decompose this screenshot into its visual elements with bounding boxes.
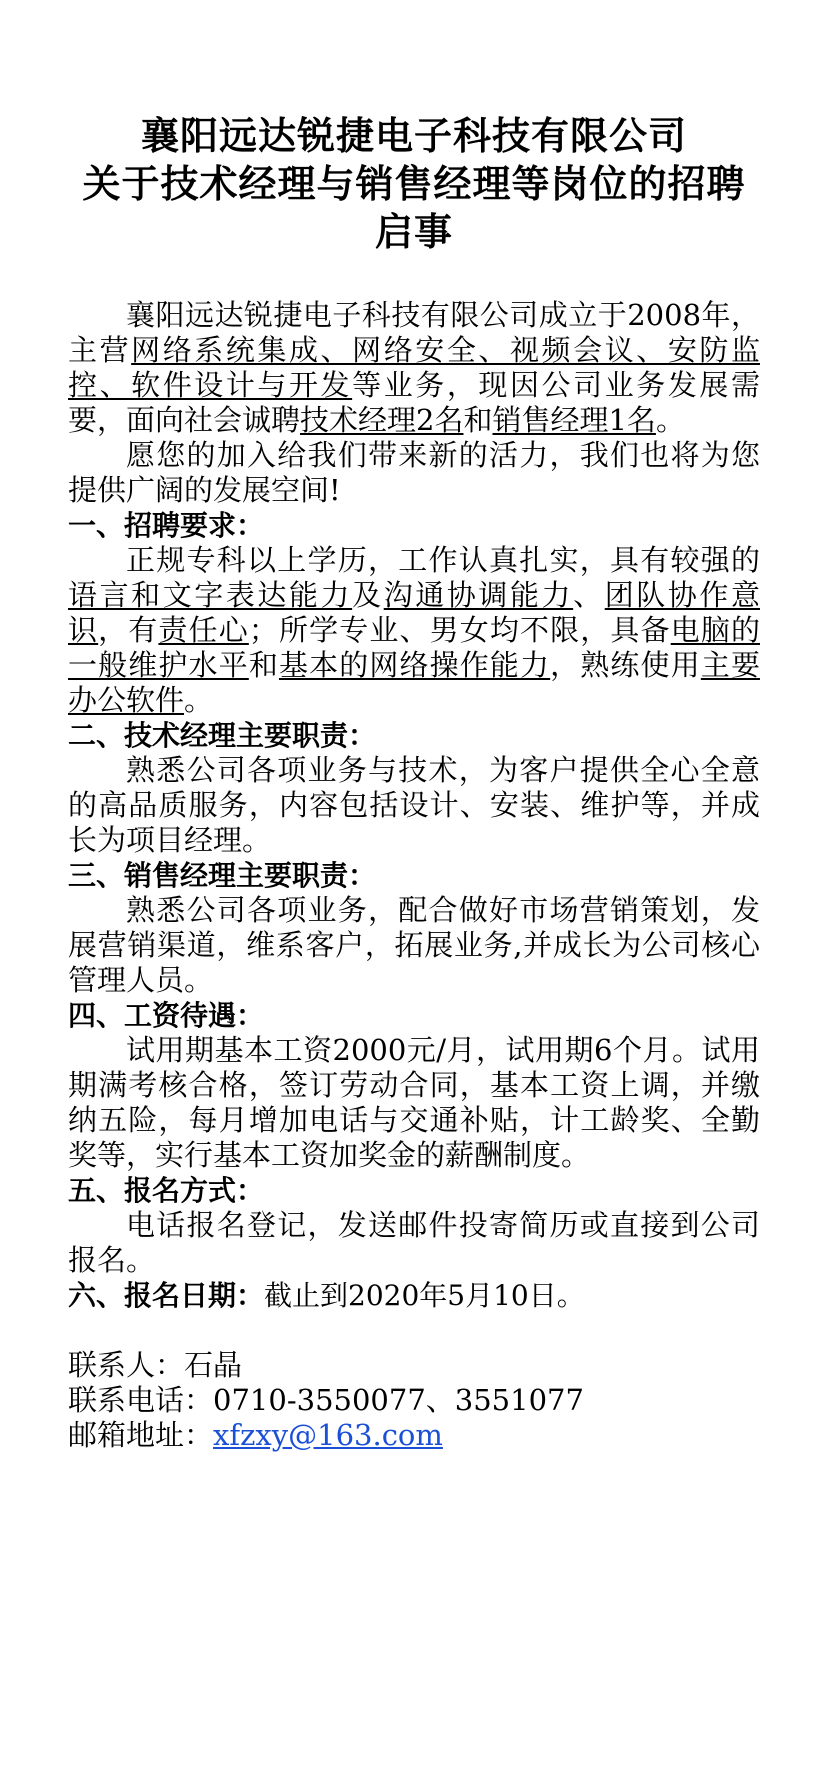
contact-email-link[interactable]: xfzxy@163.com [213, 1418, 443, 1452]
requirements-text: 正规专科以上学历，工作认真扎实，具有较强的 [126, 543, 760, 577]
intro-paragraph [68, 298, 760, 438]
intro-text: 。 [655, 403, 685, 437]
contact-phone-label: 联系电话： [68, 1383, 214, 1417]
contact-email-line [68, 1418, 760, 1453]
section-heading-apply-date: 六、报名日期： [68, 1279, 265, 1312]
requirement-pc-maintenance: 电脑的一般维护水平 [68, 613, 760, 682]
pay-paragraph: 试用期基本工资2000元/月，试用期6个月。试用期满考核合格，签订劳动合同，基本工资上调，并缴纳五险，每月增加电话与交通补贴，计工龄奖、全勤奖等，实行基本工资加奖金的薪酬制度。 [68, 1033, 760, 1172]
intro-sales-manager-count: 销售经理1名 [492, 403, 656, 437]
intro-business-scope: 网络系统集成、网络安全、视频会议、安防监控、软件设计与开发 [68, 333, 760, 402]
contact-person-line [68, 1348, 760, 1383]
requirement-communication-skill: 沟通协调能力 [383, 578, 574, 612]
contact-person-name: 石晶 [184, 1348, 243, 1382]
requirements-text: 及 [352, 578, 384, 612]
requirements-text: ，有 [98, 613, 159, 647]
tech-duties-paragraph: 熟悉公司各项业务与技术，为客户提供全心全意的高品质服务，内容包括设计、安装、维护等，并成长为项目经理。 [68, 753, 760, 857]
contact-person-label: 联系人： [68, 1348, 185, 1382]
contact-phone-line [68, 1383, 760, 1418]
title-line-2: 关于技术经理与销售经理等岗位的招聘 [82, 162, 746, 206]
requirements-text: 。 [184, 683, 214, 717]
intro-text: 和 [463, 403, 493, 437]
title-line-1: 襄阳远达锐捷电子科技有限公司 [140, 114, 687, 158]
requirements-text: 和 [248, 648, 279, 682]
requirement-responsibility: 责任心 [158, 613, 249, 647]
requirement-network-skill: 基本的网络操作能力 [278, 648, 551, 682]
contact-phone-number: 0710-3550077、3551077 [213, 1383, 584, 1417]
section-heading-apply-method: 五、报名方式： [68, 1174, 265, 1207]
apply-method-paragraph: 电话报名登记，发送邮件投寄简历或直接到公司报名。 [68, 1208, 760, 1277]
apply-date-text: 截止到2020年5月10日。 [264, 1279, 585, 1312]
requirements-text: ，熟练使用 [550, 648, 701, 682]
section-apply-date [68, 1278, 760, 1313]
requirement-office-software: 主要办公软件 [68, 648, 760, 717]
spacer [68, 1313, 760, 1348]
section-heading-pay: 四、工资待遇： [68, 999, 265, 1032]
requirement-language-skill: 语言和文字表达能力 [68, 578, 353, 612]
requirements-text: ；所学专业、男女均不限，具备 [248, 613, 671, 647]
intro-text: 襄阳远达锐捷电子科技有限公司成立于2008年，主营 [68, 298, 760, 367]
intro-text: 等业务，现因公司业务发展需要，面向社会诚聘 [68, 368, 760, 437]
contact-email-label: 邮箱地址： [68, 1418, 214, 1452]
page-title [68, 0, 760, 256]
requirement-teamwork: 团队协作意识 [68, 578, 760, 647]
requirements-text: 、 [573, 578, 605, 612]
document-body [68, 298, 760, 1453]
title-line-3: 启事 [374, 210, 453, 254]
intro-tech-manager-count: 技术经理2名 [300, 403, 464, 437]
section-heading-requirements: 一、招聘要求： [68, 509, 265, 542]
sales-duties-paragraph: 熟悉公司各项业务，配合做好市场营销策划，发展营销渠道，维系客户，拓展业务,并成长为公司核心管理人员。 [68, 893, 760, 997]
welcome-paragraph: 愿您的加入给我们带来新的活力，我们也将为您提供广阔的发展空间! [68, 438, 760, 507]
section-heading-sales-duties: 三、销售经理主要职责： [68, 859, 377, 892]
requirements-paragraph [68, 543, 760, 718]
section-heading-tech-duties: 二、技术经理主要职责： [68, 719, 377, 752]
